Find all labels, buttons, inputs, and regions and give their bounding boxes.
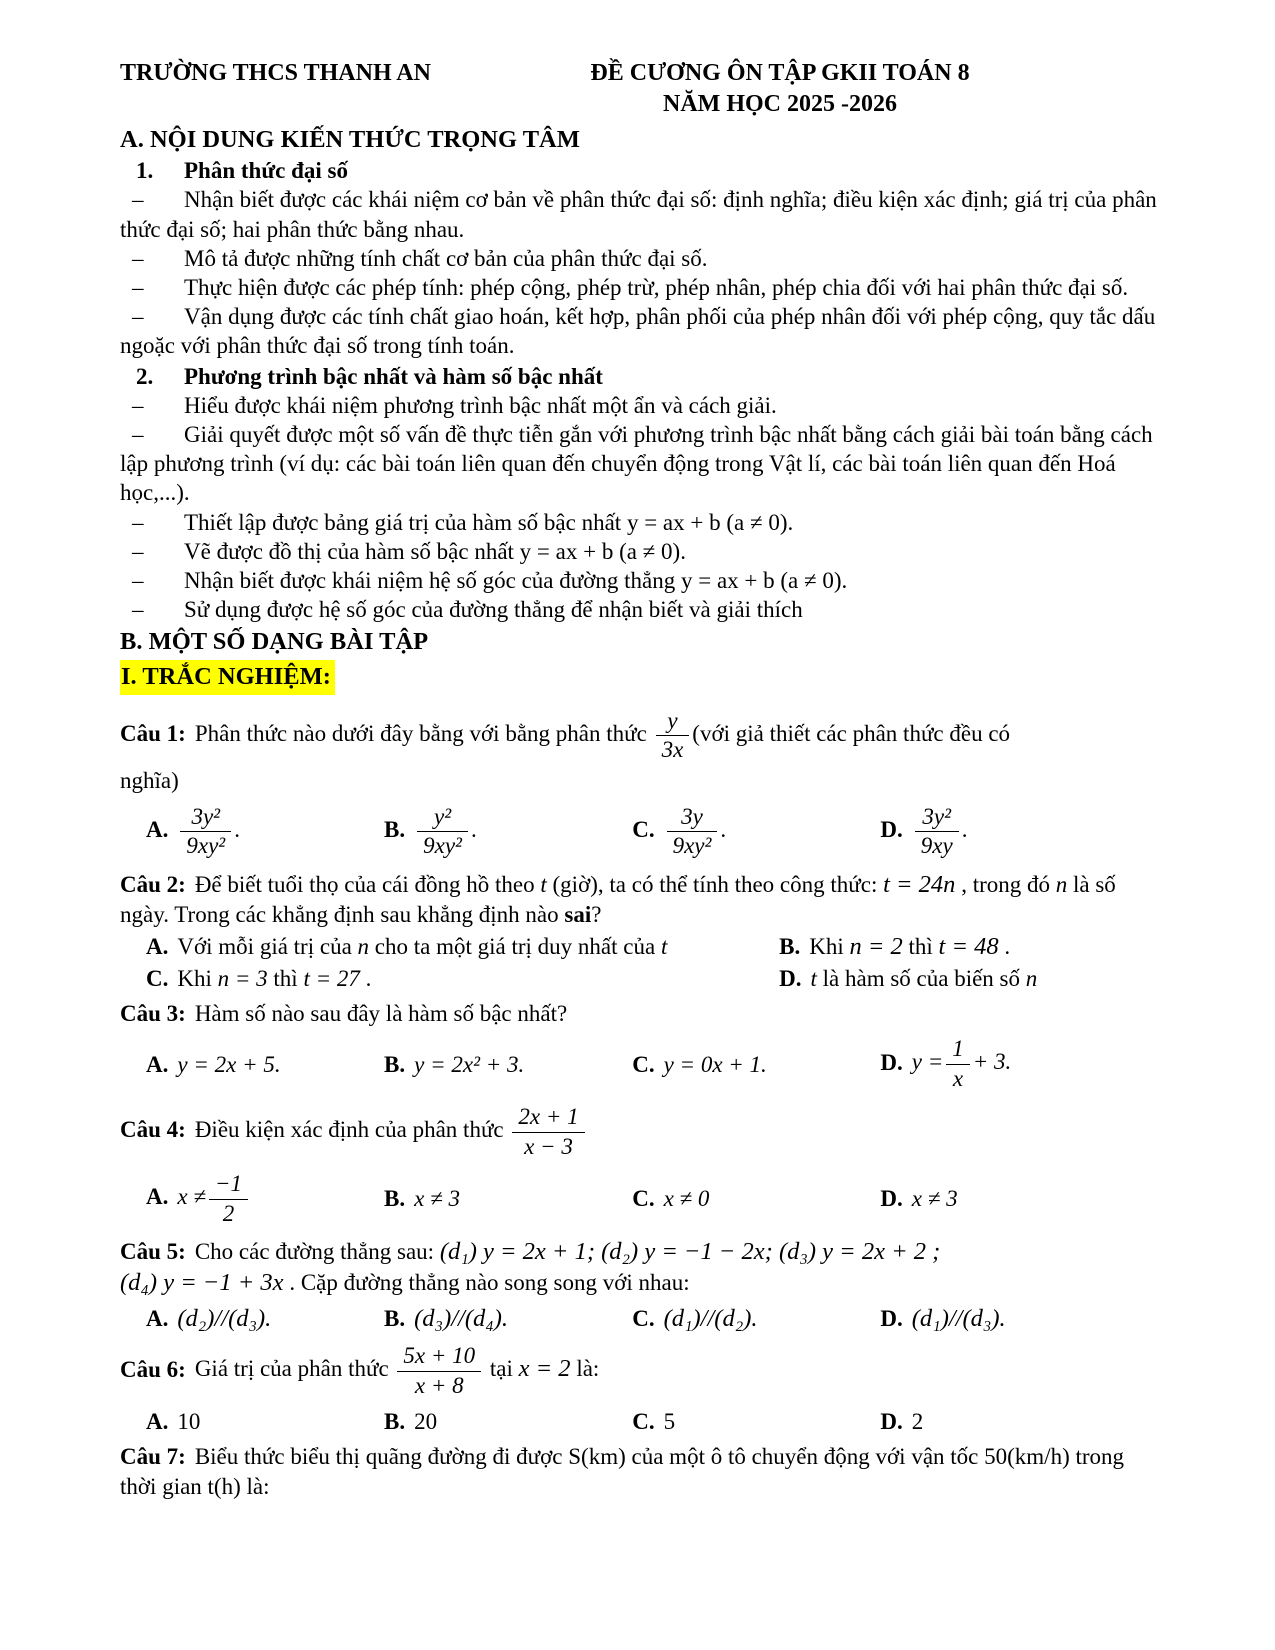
bold-word: sai (564, 901, 592, 927)
school-year: NĂM HỌC 2025 -2026 (663, 91, 897, 118)
question-6-text-3: là: (576, 1356, 600, 1382)
question-1-stem (120, 705, 1159, 767)
math-equation: t = 48 (938, 932, 999, 960)
question-5-stem (120, 1236, 1159, 1267)
math-expression: (d₁)//(d₂). (663, 1305, 758, 1333)
option-text: . (998, 933, 1011, 959)
option-text: Với mỗi giá trị của (177, 933, 358, 959)
q6-option-c (632, 1407, 880, 1436)
fraction-denominator: 3x (656, 735, 690, 763)
bullet-item (120, 185, 1159, 243)
math-expression: (d₃)//(d₄). (414, 1305, 509, 1333)
question-7-text: Biểu thức biểu thị quãng đường đi được S(km) của một ô tô chuyển động với vận tốc 50(km/h) trong thời gian t(h) là: (120, 1444, 1125, 1499)
fraction (417, 804, 468, 860)
math-expression: (d₁)//(d₃). (911, 1305, 1006, 1333)
q4-option-d (880, 1184, 1159, 1213)
question-2-text: ? (591, 901, 602, 927)
option-letter: B. (384, 1186, 406, 1212)
dash-bullet-icon: – (132, 509, 144, 535)
q3-option-d (880, 1033, 1159, 1095)
q5-option-c (632, 1303, 880, 1334)
question-6-stem (120, 1340, 1159, 1402)
dash-bullet-icon: – (132, 245, 144, 271)
topic-1-title: Phân thức đại số (184, 158, 348, 184)
document-title: ĐỀ CƯƠNG ÔN TẬP GKII TOÁN 8 (590, 60, 970, 86)
option-letter: D. (880, 1186, 903, 1212)
option-letter: D. (880, 1409, 903, 1435)
math-equation: (d₄) y = −1 + 3x (120, 1269, 284, 1297)
question-2-stem (120, 869, 1159, 929)
fraction (180, 804, 231, 860)
math-expression: x ≠ 3 (414, 1186, 460, 1212)
q1-option-b (384, 801, 632, 863)
option-text: là hàm số của biến số (816, 965, 1026, 991)
bullet-item (120, 566, 1159, 595)
fraction-denominator: x (946, 1064, 970, 1092)
fraction-numerator: 3y² (922, 803, 952, 829)
bullet-text: Hiểu được khái niệm phương trình bậc nhất một ẩn và cách giải. (184, 392, 777, 418)
bullet-item (120, 537, 1159, 566)
q5-option-b (384, 1303, 632, 1334)
question-7-label: Câu 7: (120, 1444, 186, 1470)
fraction-denominator: 2 (209, 1199, 248, 1227)
q3-option-a (146, 1050, 384, 1079)
dash-bullet-icon: – (132, 187, 144, 213)
question-6-options (120, 1407, 1159, 1436)
option-letter: A. (146, 1184, 169, 1210)
question-6-text: Giá trị của phân thức (194, 1356, 389, 1382)
fraction (397, 1343, 481, 1399)
question-3-label: Câu 3: (120, 1001, 186, 1027)
topic-2-number: 2. (136, 363, 154, 389)
q6-option-b (384, 1407, 632, 1436)
topic-1-number: 1. (136, 158, 154, 184)
question-2-text: (giờ), ta có thể tính theo công thức: (546, 871, 884, 897)
math-expression: x ≠ 0 (663, 1186, 710, 1212)
section-b-heading: B. MỘT SỐ DẠNG BÀI TẬP (120, 628, 429, 656)
option-text: thì (902, 933, 939, 959)
q6-option-a (146, 1407, 384, 1436)
question-5-text: Cho các đường thẳng sau: (194, 1238, 440, 1264)
bullet-text: Nhận biết được các khái niệm cơ bản về phân thức đại số: định nghĩa; điều kiện xác định; giá trị của phân thức đại số; hai phân thức bằng nhau. (120, 187, 1157, 242)
option-letter: B. (384, 816, 406, 842)
question-4-options (120, 1168, 1159, 1230)
fraction-denominator: 9xy² (667, 831, 718, 859)
q4-option-b (384, 1184, 632, 1213)
fraction (512, 1104, 584, 1160)
math-expression: y = 0x + 1. (663, 1051, 767, 1077)
question-6-label: Câu 6: (120, 1356, 186, 1382)
option-value: 2 (911, 1409, 924, 1435)
question-6-text-2: tại (489, 1356, 513, 1382)
option-suffix: . (961, 816, 968, 842)
question-3-stem (120, 999, 1159, 1028)
bullet-text: Nhận biết được khái niệm hệ số góc của đường thẳng y = ax + b (a ≠ 0). (184, 567, 848, 593)
fraction-denominator: 9xy (915, 831, 959, 859)
math-equation: t = 24n (883, 870, 956, 898)
question-2-label: Câu 2: (120, 871, 186, 897)
math-equation: n = 2 (849, 932, 903, 960)
bullet-item (120, 391, 1159, 420)
option-letter: D. (779, 965, 802, 991)
q1-option-d (880, 801, 1159, 863)
fraction-denominator: x + 8 (397, 1371, 481, 1399)
bullet-text: Giải quyết được một số vấn đề thực tiễn gắn với phương trình bậc nhất bằng cách giải bài toán bằng cách lập phương trình (ví dụ: các bài toán liên quan đến chuyển động trong Vật lí, các bài toán liên quan đến Hoá học,...). (120, 421, 1153, 506)
option-letter: C. (632, 1409, 655, 1435)
option-letter: B. (384, 1051, 406, 1077)
q2-option-b (779, 931, 1159, 962)
option-text: Khi (809, 933, 850, 959)
q2-option-a (146, 932, 779, 961)
math-var: t (540, 871, 547, 897)
fraction-numerator: y (667, 707, 678, 733)
fraction-denominator: 9xy² (417, 831, 468, 859)
fraction-numerator: 5x + 10 (403, 1343, 476, 1369)
topic-2-title: Phương trình bậc nhất và hàm số bậc nhất (184, 363, 603, 389)
question-5-continuation (120, 1267, 1159, 1298)
option-letter: A. (146, 1306, 169, 1332)
option-value: 5 (663, 1409, 676, 1435)
question-1-continuation: nghĩa) (120, 768, 179, 794)
question-2-text: Để biết tuổi thọ của cái đồng hồ theo (194, 871, 541, 897)
q4-option-a (146, 1168, 384, 1230)
option-letter: B. (384, 1409, 406, 1435)
math-var: t (810, 965, 817, 991)
question-2-text: , trong đó (955, 871, 1056, 897)
bullet-item (120, 244, 1159, 273)
option-letter: C. (632, 1186, 655, 1212)
document-header (120, 58, 1159, 122)
bullet-text: Vận dụng được các tính chất giao hoán, kết hợp, phân phối của phép nhân đối với phép cộng, quy tắc dấu ngoặc với phân thức đại số trong tính toán. (120, 304, 1156, 359)
option-letter: C. (632, 1051, 655, 1077)
option-value: 20 (414, 1409, 438, 1435)
dash-bullet-icon: – (132, 538, 144, 564)
q4-option-c (632, 1184, 880, 1213)
option-letter: B. (779, 933, 801, 959)
option-value: 10 (177, 1409, 201, 1435)
option-suffix: . (234, 816, 240, 842)
bullet-item (120, 508, 1159, 537)
option-letter: C. (632, 1306, 655, 1332)
question-5-options (120, 1303, 1159, 1334)
math-expression: y = 2x² + 3. (414, 1051, 525, 1077)
fraction-numerator: 3y² (191, 803, 221, 829)
fraction-denominator: x − 3 (512, 1132, 584, 1160)
dash-bullet-icon: – (132, 597, 144, 623)
q3-option-c (632, 1050, 880, 1079)
bullet-item (120, 595, 1159, 624)
math-equation: (d₁) y = 2x + 1; (d₂) y = −1 − 2x; (d₃) y = 2x + 2 ; (439, 1237, 941, 1265)
fraction (656, 708, 690, 764)
dash-bullet-icon: – (132, 421, 144, 447)
section-a-heading: A. NỘI DUNG KIẾN THỨC TRỌNG TÂM (120, 126, 580, 153)
option-letter: A. (146, 933, 169, 959)
question-5-text-2: . Cặp đường thẳng nào song song với nhau: (283, 1270, 690, 1296)
math-var: n = 3 (217, 965, 268, 991)
question-1-options (120, 801, 1159, 863)
document-title-block (405, 58, 1155, 120)
subsection-heading-row (120, 660, 1159, 694)
bullet-item (120, 273, 1159, 302)
bullet-text: Thực hiện được các phép tính: phép cộng, phép trừ, phép nhân, phép chia đối với hai phân thức đại số. (184, 274, 1129, 300)
school-name: TRƯỜNG THCS THANH AN (120, 60, 431, 86)
option-letter: C. (632, 816, 655, 842)
question-1-label: Câu 1: (120, 720, 186, 746)
option-letter: D. (880, 1306, 903, 1332)
option-text: thì (267, 965, 304, 991)
fraction-numerator: −1 (214, 1171, 242, 1197)
fraction-numerator: 2x + 1 (518, 1104, 579, 1130)
math-expression: (d₂)//(d₃). (177, 1305, 272, 1333)
bullet-text: Vẽ được đồ thị của hàm số bậc nhất y = ax + b (a ≠ 0). (184, 538, 686, 564)
question-2-text: là số ngày. Trong các khẳng định sau khẳng định nào (120, 871, 1116, 927)
math-expression: y = (911, 1049, 944, 1075)
option-letter: D. (880, 1049, 903, 1075)
question-3-text: Hàm số nào sau đây là hàm số bậc nhất? (194, 1001, 568, 1027)
math-var: t (660, 933, 668, 959)
math-expression: + 3. (972, 1049, 1012, 1075)
math-var: n (1055, 871, 1068, 897)
question-1-text: Phân thức nào dưới đây bằng với bằng phân thức (194, 720, 647, 746)
topic-1-heading (120, 156, 1159, 185)
bullet-item (120, 420, 1159, 508)
fraction-numerator: 3y (681, 803, 703, 829)
q2-option-c (146, 964, 779, 993)
option-letter: D. (880, 816, 903, 842)
math-expression: x ≠ (177, 1184, 206, 1210)
trac-nghiem-heading: I. TRẮC NGHIỆM: (120, 660, 335, 694)
q1-option-c (632, 801, 880, 863)
option-letter: A. (146, 1051, 169, 1077)
question-7-stem (120, 1442, 1159, 1500)
option-text: cho ta một giá trị duy nhất của (369, 933, 661, 959)
math-expression: x ≠ 3 (911, 1186, 958, 1212)
option-text: Khi (177, 965, 218, 991)
bullet-item (120, 302, 1159, 360)
q1-option-a (146, 801, 384, 863)
math-var: t = 27 (303, 965, 360, 991)
dash-bullet-icon: – (132, 274, 144, 300)
fraction (946, 1036, 970, 1092)
bullet-text: Mô tả được những tính chất cơ bản của phân thức đại số. (184, 245, 708, 271)
question-4-stem (120, 1101, 1159, 1163)
question-5-label: Câu 5: (120, 1238, 186, 1264)
option-suffix: . (720, 816, 727, 842)
dash-bullet-icon: – (132, 392, 144, 418)
q5-option-a (146, 1303, 384, 1334)
topic-2-heading (120, 362, 1159, 391)
question-1-text-2: (với giả thiết các phân thức đều có (692, 720, 1011, 746)
math-var: n (1025, 965, 1038, 991)
q3-option-b (384, 1050, 632, 1079)
option-letter: A. (146, 816, 169, 842)
question-2-options-row-2 (120, 964, 1159, 993)
question-2-options-row-1 (120, 931, 1159, 962)
option-letter: A. (146, 1409, 169, 1435)
question-3-options (120, 1033, 1159, 1095)
fraction-denominator: 9xy² (180, 831, 231, 859)
fraction (667, 804, 718, 860)
bullet-text: Sử dụng được hệ số góc của đường thẳng để nhận biết và giải thích (184, 597, 803, 623)
option-letter: B. (384, 1306, 406, 1332)
q6-option-d (880, 1407, 1159, 1436)
question-4-text: Điều kiện xác định của phân thức (194, 1117, 504, 1143)
dash-bullet-icon: – (132, 304, 144, 330)
question-4-label: Câu 4: (120, 1117, 186, 1143)
option-letter: C. (146, 965, 169, 991)
fraction (915, 804, 959, 860)
option-suffix: . (470, 816, 477, 842)
fraction (209, 1171, 248, 1227)
math-expression: y = 2x + 5. (177, 1051, 281, 1077)
fraction-numerator: 1 (952, 1036, 964, 1062)
q2-option-d (779, 964, 1159, 993)
q5-option-d (880, 1303, 1159, 1334)
dash-bullet-icon: – (132, 567, 144, 593)
option-text: . (359, 965, 372, 991)
math-var: n (357, 933, 370, 959)
math-equation: x = 2 (518, 1355, 571, 1383)
bullet-text: Thiết lập được bảng giá trị của hàm số bậc nhất y = ax + b (a ≠ 0). (184, 509, 794, 535)
fraction-numerator: y² (433, 803, 452, 829)
